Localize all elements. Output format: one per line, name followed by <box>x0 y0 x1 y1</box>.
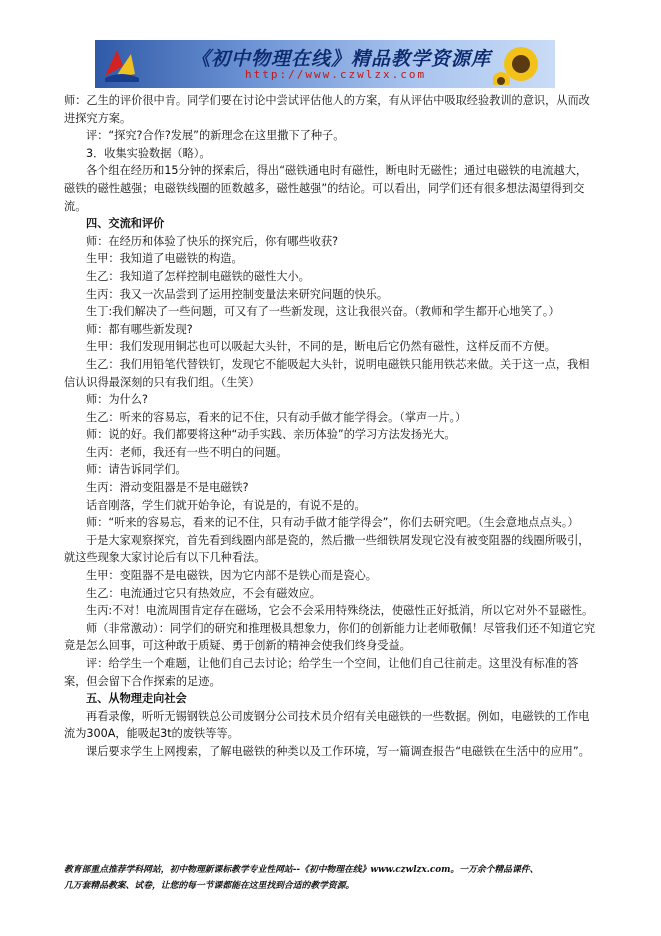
section-heading: 五、从物理走向社会 <box>86 692 187 706</box>
site-banner <box>95 40 555 88</box>
paragraph: 各个组在经历和15分钟的探索后，得出“磁铁通电时有磁性，断电时无磁性；通过电磁铁的电流越大，磁铁的磁性越强；电磁铁线圈的匝数越多，磁性越强”的结论。可以看出，同学们还有很多想法渴望得到交流。 <box>64 164 588 213</box>
paragraph: 师：请告诉同学们。 <box>86 463 187 477</box>
paragraph: 生甲：变阻器不是电磁铁，因为它内部不是铁心而是瓷心。 <box>86 569 377 583</box>
page-footer <box>64 862 604 894</box>
paragraph: 师（非常激动）：同学们的研究和推理极具想象力，你们的创新能力让老师敬佩！尽管我们还不知道它究竟是怎么回事，可这种敢于质疑、勇于创新的精神会使我们终身受益。 <box>64 621 596 653</box>
paragraph: 生乙：我们用铅笔代替铁钉，发现它不能吸起大头针，说明电磁铁只能用铁芯来做。关于这一点，我相信认识得最深刻的只有我们组。（生笑） <box>64 357 590 389</box>
paragraph: 于是大家观察探究，首先看到线圈内部是瓷的，然后撒一些细铁屑发现它没有被变阻器的线圈所吸引，就这些现象大家讨论后有以下几种看法。 <box>64 533 590 565</box>
paragraph: 生乙：我知道了怎样控制电磁铁的磁性大小。 <box>86 269 310 283</box>
paragraph: 生乙：听来的容易忘，看来的记不住，只有动手做才能学得会。（掌声一片。） <box>86 410 467 424</box>
banner-url[interactable]: http://www.czwlzx.com <box>245 68 427 81</box>
paragraph: 师：都有哪些新发现? <box>86 322 193 336</box>
paragraph: 生丙：滑动变阻器是不是电磁铁? <box>86 481 249 495</box>
paragraph: 师：在经历和体验了快乐的探究后，你有哪些收获? <box>86 234 339 248</box>
paragraph: 生甲：我知道了电磁铁的构造。 <box>86 252 243 266</box>
paragraph: 课后要求学生上网搜索，了解电磁铁的种类以及工作环境，写一篇调查报告“电磁铁在生活中的应用”。 <box>86 744 590 758</box>
section-heading: 四、交流和评价 <box>86 217 165 231</box>
footer-line: 几万套精品教案、试卷，让您的每一节课都能在这里找到合适的教学资源。 <box>64 881 355 891</box>
paragraph: 师：为什么? <box>86 393 148 407</box>
article-body <box>64 92 598 761</box>
paragraph: 3．收集实验数据（略）。 <box>86 146 211 160</box>
paragraph: 生乙：电流通过它只有热效应，不会有磁效应。 <box>86 586 321 600</box>
paragraph: 生丁:我们解决了一些问题，可又有了一些新发现，这让我很兴奋。（教师和学生都开心地笑了。） <box>86 305 560 319</box>
banner-title: 《初中物理在线》精品教学资源库 <box>191 48 492 70</box>
paragraph: 生丙：我又一次品尝到了运用控制变量法来研究问题的快乐。 <box>86 287 389 301</box>
paragraph: 评：给学生一个难题，让他们自己去讨论；给学生一个空间，让他们自己往前走。这里没有标准的答案，但会留下合作探索的足迹。 <box>64 657 579 688</box>
paragraph: 生丙：老师，我还有一些不明白的问题。 <box>86 445 288 459</box>
paragraph: 师：“听来的容易忘，看来的记不住，只有动手做才能学得会”，你们去研究吧。（生会意地点点头。） <box>86 516 579 530</box>
footer-line: 教育部重点推荐学科网站，初中物理新课标教学专业性网站--《初中物理在线》www.czwlzx.com。一万余个精品课件、 <box>64 865 539 875</box>
site-logo-icon <box>101 44 141 84</box>
paragraph: 评：“探究?合作?发展”的新理念在这里撒下了种子。 <box>86 129 345 143</box>
paragraph: 话音刚落，学生们就开始争论，有说是的，有说不是的。 <box>86 498 366 512</box>
paragraph: 师：乙生的评价很中肯。同学们要在讨论中尝试评估他人的方案，有从评估中吸取经验教训的意识，从而改进探究方案。 <box>64 94 590 125</box>
paragraph: 生丙:不对！电流周围肯定存在磁场，它会不会采用特殊绕法，使磁性正好抵消，所以它对外不显磁性。 <box>86 604 594 618</box>
paragraph: 再看录像，听听无锡钢铁总公司废钢分公司技术员介绍有关电磁铁的一些数据。例如，电磁铁的工作电流为300A，能吸起3t的废铁等等。 <box>64 709 590 741</box>
paragraph: 生甲：我们发现用铜芯也可以吸起大头针，不同的是，断电后它仍然有磁性，这样反而不方便。 <box>86 340 556 354</box>
sunflower-icon <box>493 43 549 85</box>
paragraph: 师：说的好。我们都要将这种“动手实践、亲历体验”的学习方法发扬光大。 <box>86 428 456 442</box>
